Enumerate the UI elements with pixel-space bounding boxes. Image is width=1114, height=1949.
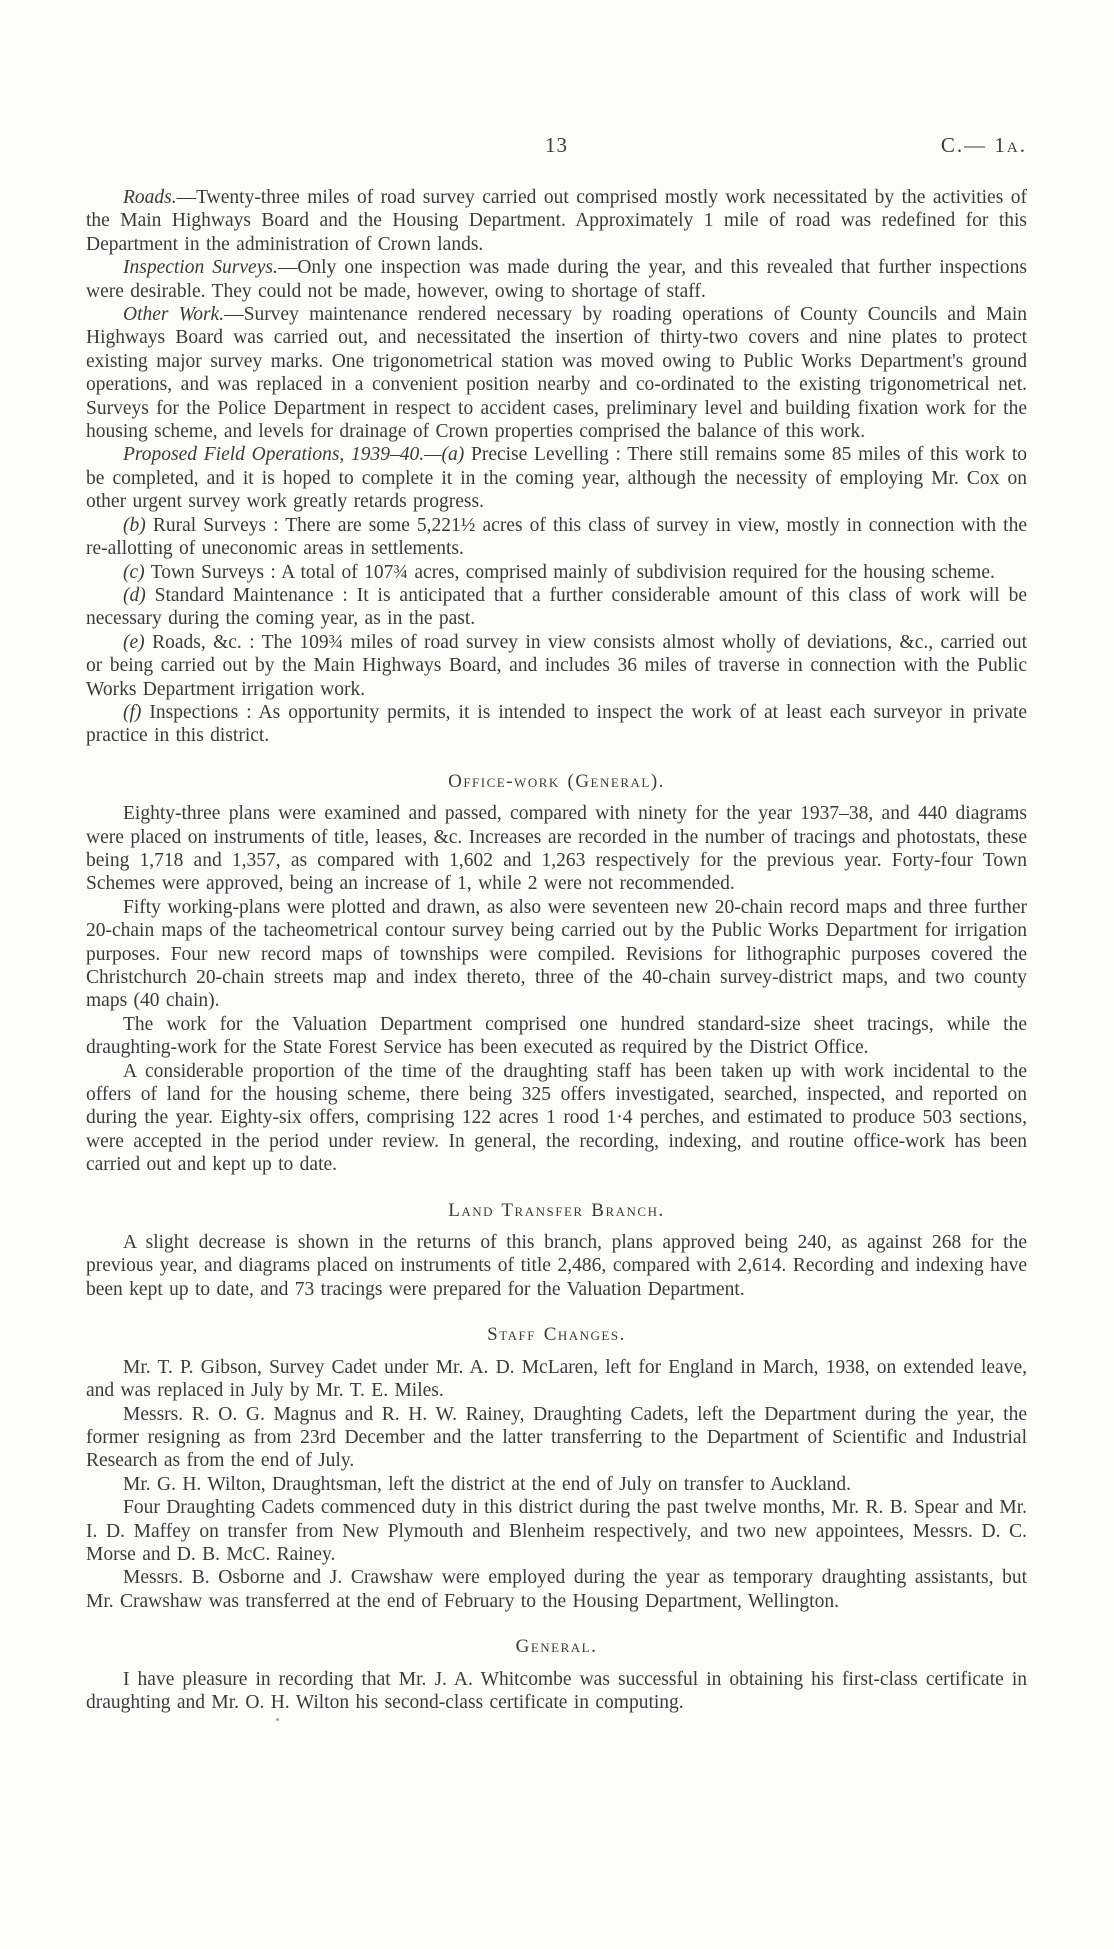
paragraph-magnus-rainey bbox=[86, 1403, 1027, 1473]
paragraph-text: The work for the Valuation Department comprised one hundred standard-size sheet tracings, while the draughting-work for the State Forest Service has been executed as required by the District Office. bbox=[86, 1013, 1027, 1059]
paragraph-text: Town Surveys : A total of 107¾ acres, comprised mainly of subdivision required for the housing scheme. bbox=[144, 561, 995, 583]
paragraph-osborne-crawshaw bbox=[86, 1566, 1027, 1613]
paragraph-roads-etc-e bbox=[86, 631, 1027, 701]
paragraph-text: Inspections : As opportunity permits, it is intended to inspect the work of at least each surveyor in private practice in this district. bbox=[86, 701, 1027, 747]
paragraph-proposed-operations-a bbox=[86, 443, 1027, 513]
paragraph-text: Eighty-three plans were examined and passed, compared with ninety for the year 1937–38, and 440 diagrams were placed on instruments of title, leases, &c. Increases are recorded in the number of tracings and photostats, these being 1,718 and 1,357, as compared with 1,602 and 1,263 respectively for the previous year. Forty-four Town Schemes were approved, being an increase of 1, while 2 were not recommended. bbox=[86, 803, 1027, 895]
report-code: C.— 1a. bbox=[940, 133, 1027, 157]
paragraph-text: Messrs. B. Osborne and J. Crawshaw were employed during the year as temporary draughting assistants, but Mr. Crawshaw was transferred at the end of February to the Housing Department, Wellington. bbox=[86, 1567, 1027, 1612]
paragraph-marker: (c) bbox=[123, 561, 145, 583]
paragraph-text: A considerable proportion of the time of the draughting staff has been taken up with work incidental to the offers of land for the housing scheme, there being 325 offers investigated, searched, inspected, and reported on during the year. Eighty-six offers, comprising 122 acres 1 rood 1·4 perches, and estimated to produce 503 sections, were accepted in the period under review. In general, the recording, indexing, and routine office-work has been carried out and kept up to date. bbox=[86, 1060, 1027, 1176]
paragraph-text: Rural Surveys : There are some 5,221½ acres of this class of survey in view, mostly in connection with the re-allotting of uneconomic areas in settlements. bbox=[86, 514, 1027, 560]
paragraph-plans-examined bbox=[86, 802, 1027, 896]
paragraph-text: Four Draughting Cadets commenced duty in this district during the past twelve months, Mr. R. B. Spear and Mr. I. D. Maffey on transfer from New Plymouth and Blenheim respectively, and two new appointees, Messrs. D. C. Morse and D. B. McC. Rainey. bbox=[86, 1497, 1027, 1565]
paragraph-inspection-surveys bbox=[86, 256, 1027, 303]
page-number: 13 bbox=[545, 133, 568, 157]
paragraph-text: —Only one inspection was made during the year, and this revealed that further inspections were desirable. They could not be made, however, owing to shortage of staff. bbox=[86, 257, 1027, 302]
section-heading-general: General. bbox=[515, 1636, 598, 1658]
section-heading-office-work: Office-work (General). bbox=[448, 770, 665, 792]
paragraph-text: Mr. T. P. Gibson, Survey Cadet under Mr. A. D. McLaren, left for England in March, 1938, on extended leave, and was replaced in July by Mr. T. E. Miles. bbox=[86, 1356, 1027, 1402]
paragraph-inspections-f bbox=[86, 701, 1027, 748]
paragraph-lead: Other Work. bbox=[123, 304, 225, 326]
section-heading-land-transfer: Land Transfer Branch. bbox=[448, 1199, 665, 1221]
paragraph-certificates bbox=[86, 1668, 1027, 1715]
document-body bbox=[86, 186, 1027, 1714]
page-header bbox=[86, 133, 1027, 159]
paragraph-text: I have pleasure in recording that Mr. J. A. Whitcombe was successful in obtaining his first-class certificate in draughting and Mr. O. H. Wilton his second-class certificate in computing. bbox=[86, 1668, 1027, 1713]
paragraph-cadets-commenced bbox=[86, 1496, 1027, 1566]
paragraph-text: Messrs. R. O. G. Magnus and R. H. W. Rainey, Draughting Cadets, left the Department during the year, the former resigning as from 23rd December and the latter transferring to the Department of Scientific and Industrial Research as from the end of July. bbox=[86, 1403, 1027, 1472]
paragraph-text: Standard Maintenance : It is anticipated that a further considerable amount of this class of work will be necessary during the coming year, as in the past. bbox=[86, 584, 1027, 630]
paragraph-lead: Inspection Surveys. bbox=[123, 257, 278, 279]
paragraph-valuation-department bbox=[86, 1013, 1027, 1060]
paragraph-marker: (a) bbox=[441, 444, 465, 466]
paragraph-lead: Roads. bbox=[123, 187, 177, 208]
paragraph-standard-maintenance-d bbox=[86, 584, 1027, 631]
scan-speck bbox=[276, 1718, 279, 1721]
paragraph-marker: (f) bbox=[123, 701, 142, 723]
paragraph-wilton bbox=[86, 1473, 1027, 1496]
paragraph-marker: (b) bbox=[123, 514, 146, 536]
paragraph-text: Fifty working-plans were plotted and drawn, as also were seventeen new 20-chain record maps and three further 20-chain maps of the tacheometrical contour survey being carried out by the Public Works Department for irrigation purposes. Four new record maps of townships were compiled. Revisions for lithographic purposes covered the Christchurch 20-chain streets map and index thereto, three of the 40-chain survey-district maps, and two county maps (40 chain). bbox=[86, 896, 1027, 1012]
paragraph-rural-surveys-b bbox=[86, 514, 1027, 561]
paragraph-other-work bbox=[86, 303, 1027, 443]
paragraph-marker: (d) bbox=[123, 584, 146, 606]
paragraph-text: —Twenty-three miles of road survey carried out comprised mostly work necessitated by the activities of the Main Highways Board and the Housing Department. Approximately 1 mile of road was redefined for this Department in the administration of Crown lands. bbox=[86, 187, 1027, 255]
paragraph-gibson bbox=[86, 1356, 1027, 1403]
paragraph-text: Precise Levelling : There still remains some 85 miles of this work to be completed, and it is hoped to complete it in the coming year, although the necessity of employing Mr. Cox on other urgent survey work greatly retards progress. bbox=[86, 444, 1027, 513]
section-heading-staff-changes: Staff Changes. bbox=[487, 1324, 626, 1346]
paragraph-draughting-staff bbox=[86, 1060, 1027, 1177]
paragraph-town-surveys-c bbox=[86, 561, 1027, 584]
paragraph-text: —Survey maintenance rendered necessary by roading operations of County Councils and Main Highways Board was carried out, and necessitated the insertion of thirty-two covers and nine plates to protect existing major survey marks. One trigonometrical station was moved owing to Public Works Department's ground operations, and was replaced in a convenient position nearby and co-ordinated to the existing trigonometrical net. Surveys for the Police Department in respect to accident cases, preliminary level and building fixation work for the housing scheme, and levels for drainage of Crown properties comprised the balance of this work. bbox=[86, 304, 1027, 443]
paragraph-text: Mr. G. H. Wilton, Draughtsman, left the district at the end of July on transfer to Auckland. bbox=[123, 1473, 851, 1495]
paragraph-text: A slight decrease is shown in the returns of this branch, plans approved being 240, as against 268 for the previous year, and diagrams placed on instruments of title 2,486, compared with 2,614. Recording and indexing have been kept up to date, and 73 tracings were prepared for the Valuation Department. bbox=[86, 1232, 1027, 1300]
scan-speck bbox=[338, 1371, 341, 1374]
paragraph-working-plans bbox=[86, 896, 1027, 1013]
paragraph-lead: Proposed Field Operations, 1939–40.— bbox=[123, 444, 442, 466]
paragraph-marker: (e) bbox=[123, 631, 145, 653]
paragraph-land-transfer-returns bbox=[86, 1231, 1027, 1301]
paragraph-roads bbox=[86, 186, 1027, 256]
paragraph-text: Roads, &c. : The 109¾ miles of road survey in view consists almost wholly of deviations, &c., carried out or being carried out by the Main Highways Board, and includes 36 miles of traverse in connection with the Public Works Department irrigation work. bbox=[86, 631, 1027, 700]
